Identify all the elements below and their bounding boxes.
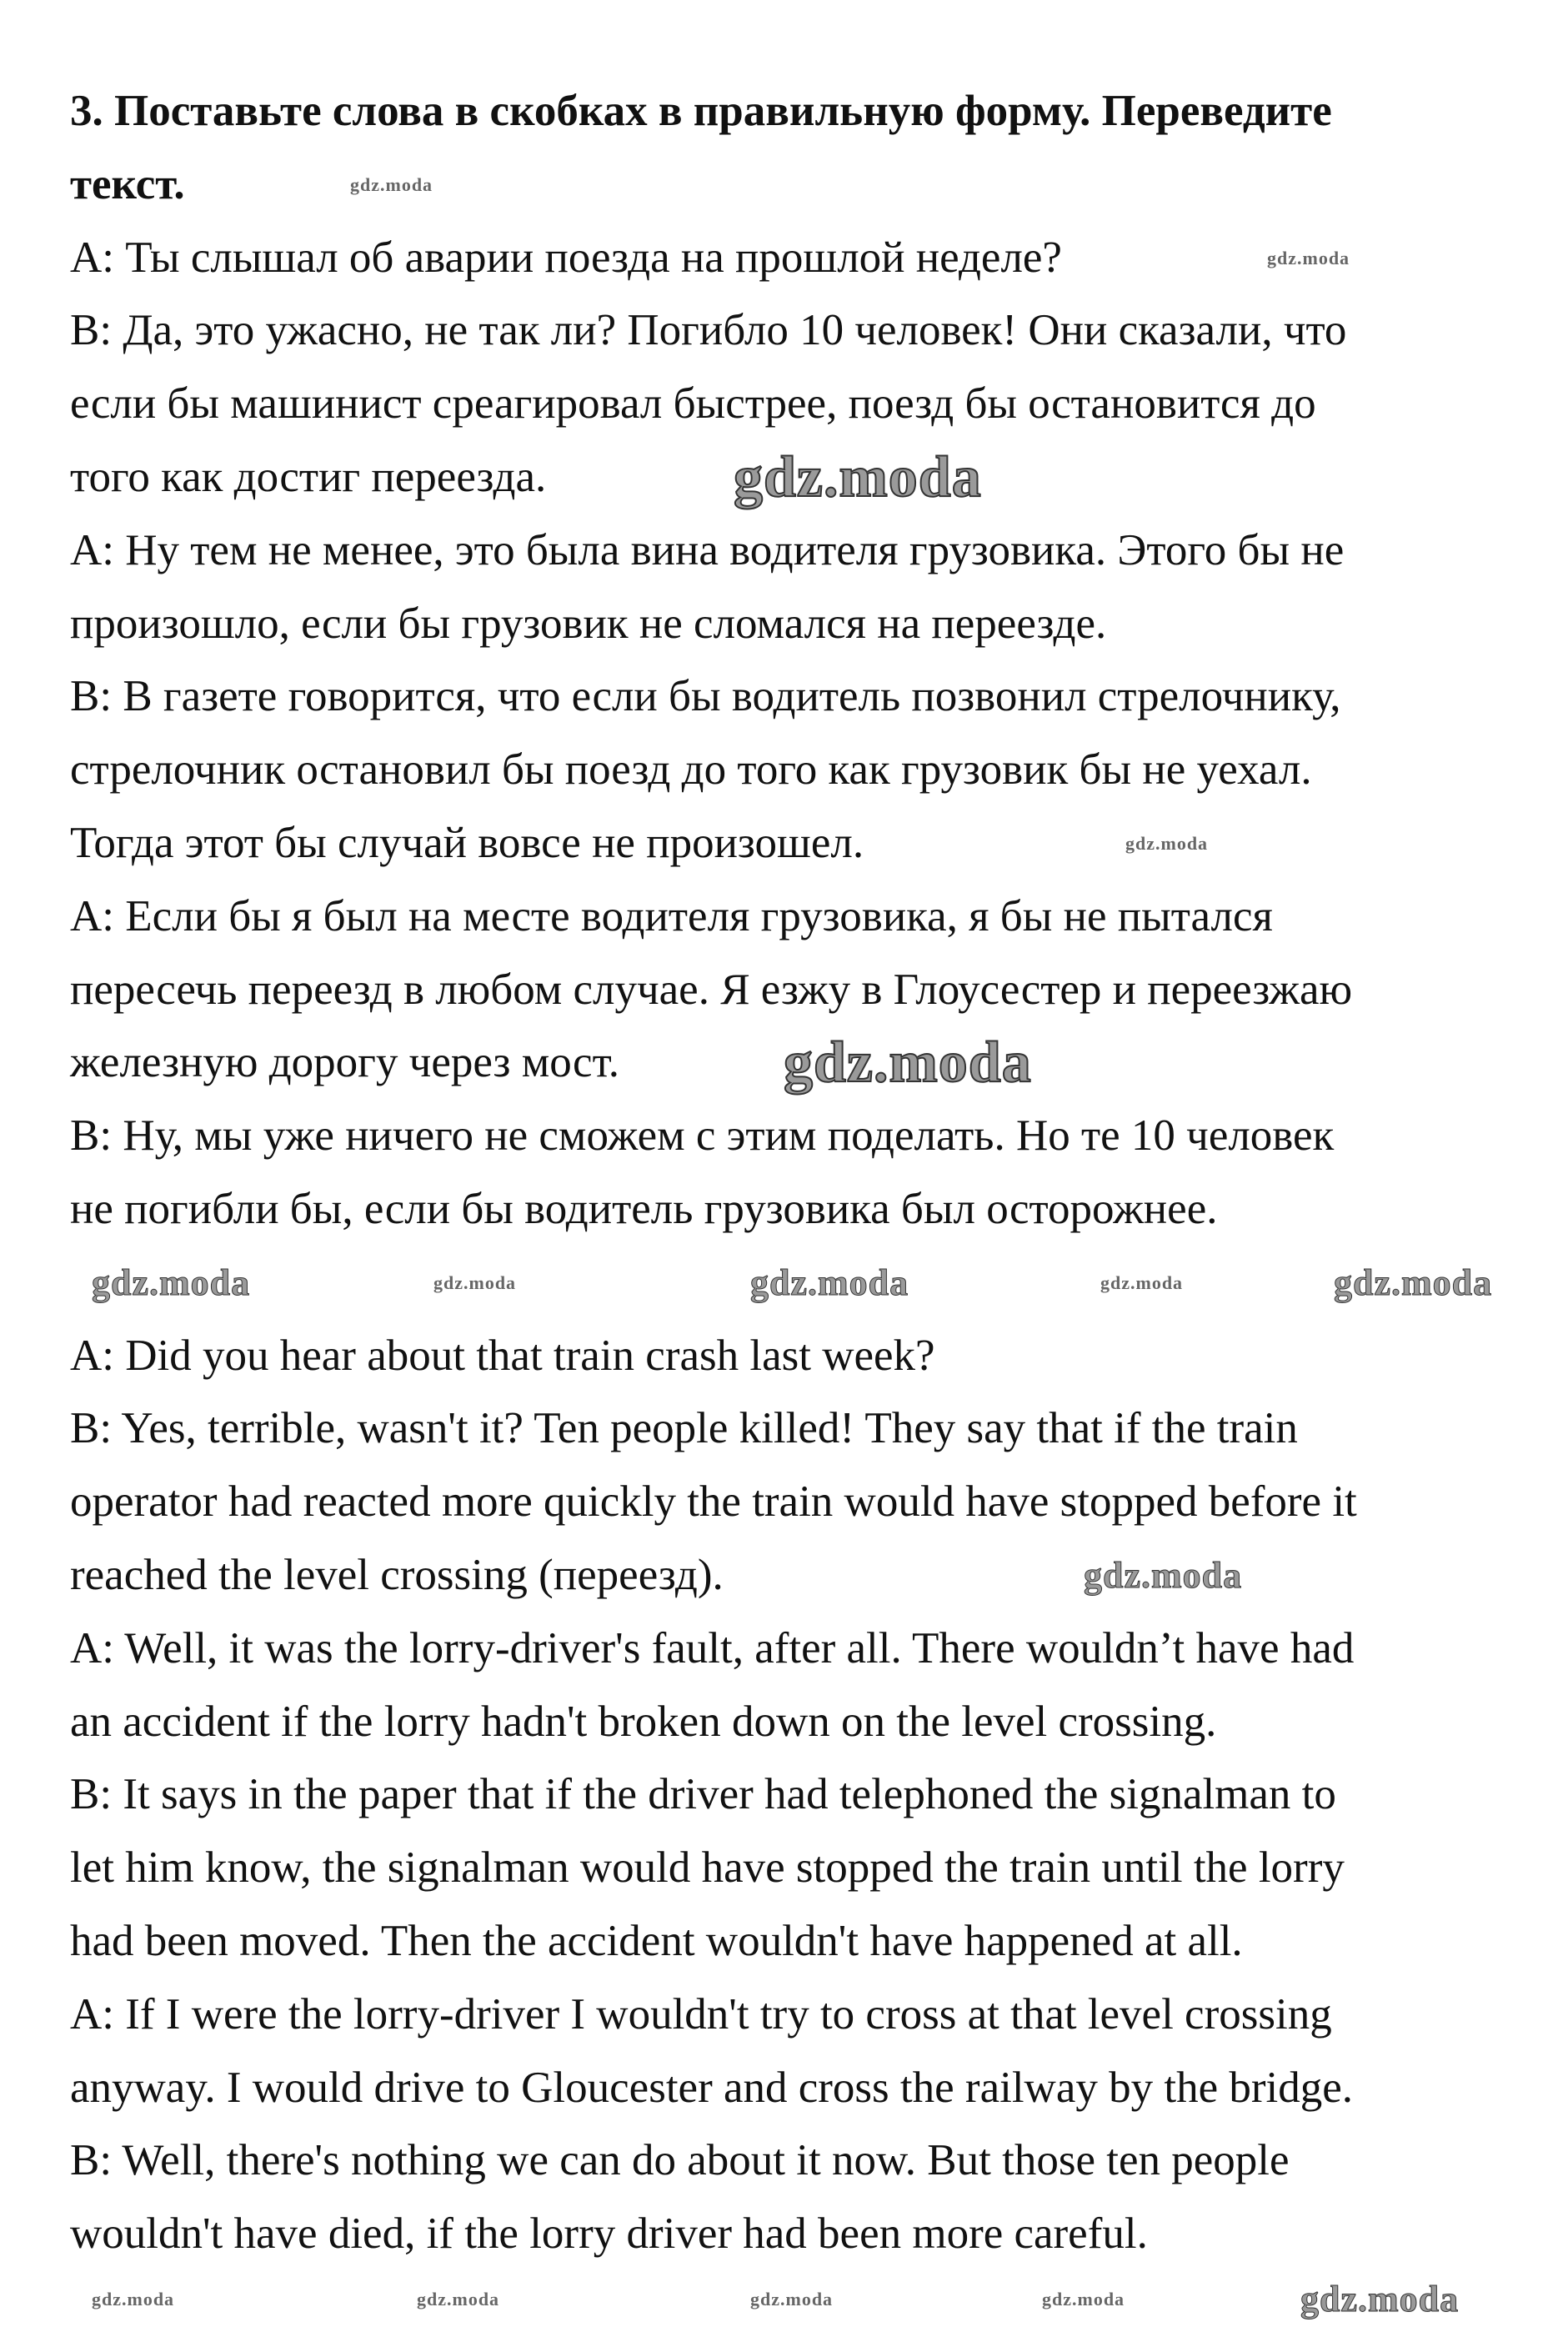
text-line: A: Если бы я был на месте водителя грузовика, я бы не пытался	[70, 891, 1273, 940]
text-line: operator had reacted more quickly the train would have stopped before it	[70, 1477, 1357, 1527]
watermark-logo: gdz.moda	[1084, 1555, 1243, 1596]
document	[70, 75, 1357, 2271]
watermark-logo: gdz.moda	[1267, 247, 1350, 268]
text-line: anyway. I would drive to Gloucester and cross the railway by the bridge.	[70, 2063, 1353, 2112]
text-line: A: Ну тем не менее, это была вина водителя грузовика. Этого бы не	[70, 525, 1345, 574]
text-line: произошло, если бы грузовик не сломался на переезде.	[70, 599, 1107, 648]
text-line: железную дорогу через мост.	[70, 1038, 620, 1087]
text-line: B: Ну, мы уже ничего не сможем с этим поделать. Но те 10 человек	[70, 1111, 1335, 1161]
watermark-logo: gdz.moda	[1300, 2279, 1460, 2319]
text-line: B: В газете говорится, что если бы водитель позвонил стрелочнику,	[70, 672, 1341, 721]
watermark-logo: gdz.moda	[1334, 1261, 1493, 1303]
watermark-logo: gdz.moda	[734, 445, 982, 509]
text-line: wouldn't have died, if the lorry driver had been more careful.	[70, 2209, 1148, 2259]
task-title-line-2: текст.	[70, 159, 185, 208]
text-line: A: Ты слышал об аварии поезда на прошлой неделе?	[70, 233, 1062, 282]
text-line: стрелочник остановил бы поезд до того как грузовик бы не уехал.	[70, 745, 1312, 795]
watermark-logo: gdz.moda	[750, 2289, 834, 2309]
russian-translation	[70, 222, 1357, 1246]
text-line: reached the level crossing (переезд).	[70, 1550, 724, 1599]
text-line: B: Да, это ужасно, не так ли? Погибло 10 человек! Они сказали, что	[70, 306, 1347, 355]
watermark-logo: gdz.moda	[92, 2289, 175, 2309]
watermark-logo: gdz.moda	[1042, 2289, 1125, 2309]
text-line: того как достиг переезда.	[70, 452, 547, 501]
english-text	[70, 1320, 1357, 2271]
text-line: если бы машинист среагировал быстрее, поезд бы остановится до	[70, 379, 1316, 429]
watermark-logo: gdz.moda	[750, 1261, 909, 1303]
task-title-line-1: 3. Поставьте слова в скобках в правильную форму. Переведите	[70, 87, 1332, 135]
text-line: B: It says in the paper that if the driver had telephoned the signalman to	[70, 1770, 1336, 1819]
text-line: an accident if the lorry hadn't broken down on the level crossing.	[70, 1697, 1217, 1746]
watermark-logo: gdz.moda	[92, 1261, 251, 1303]
text-line: let him know, the signalman would have stopped the train until the lorry	[70, 1843, 1345, 1893]
text-line: Тогда этот бы случай вовсе не произошел.	[70, 818, 864, 867]
text-line: A: Well, it was the lorry-driver's fault, after all. There wouldn’t have had	[70, 1623, 1355, 1673]
watermark-logo: gdz.moda	[433, 1271, 517, 1293]
watermark-logo: gdz.moda	[417, 2289, 500, 2309]
text-line: A: Did you hear about that train crash last week?	[70, 1331, 935, 1380]
text-line: had been moved. Then the accident wouldn't have happened at all.	[70, 1916, 1243, 1965]
watermark-logo: gdz.moda	[1100, 1271, 1184, 1293]
text-line: не погибли бы, если бы водитель грузовика был осторожнее.	[70, 1184, 1218, 1233]
text-line: A: If I were the lorry-driver I wouldn't try to cross at that level crossing	[70, 1989, 1332, 2039]
text-line: пересечь переезд в любом случае. Я езжу в Глоусестер и переезжаю	[70, 965, 1353, 1014]
watermark-logo: gdz.moda	[784, 1031, 1032, 1096]
text-line: B: Yes, terrible, wasn't it? Ten people killed! They say that if the train	[70, 1404, 1298, 1453]
watermark-logo: gdz.moda	[350, 173, 433, 195]
watermark-logo: gdz.moda	[1125, 833, 1209, 854]
text-line: B: Well, there's nothing we can do about it now. But those ten people	[70, 2136, 1290, 2185]
